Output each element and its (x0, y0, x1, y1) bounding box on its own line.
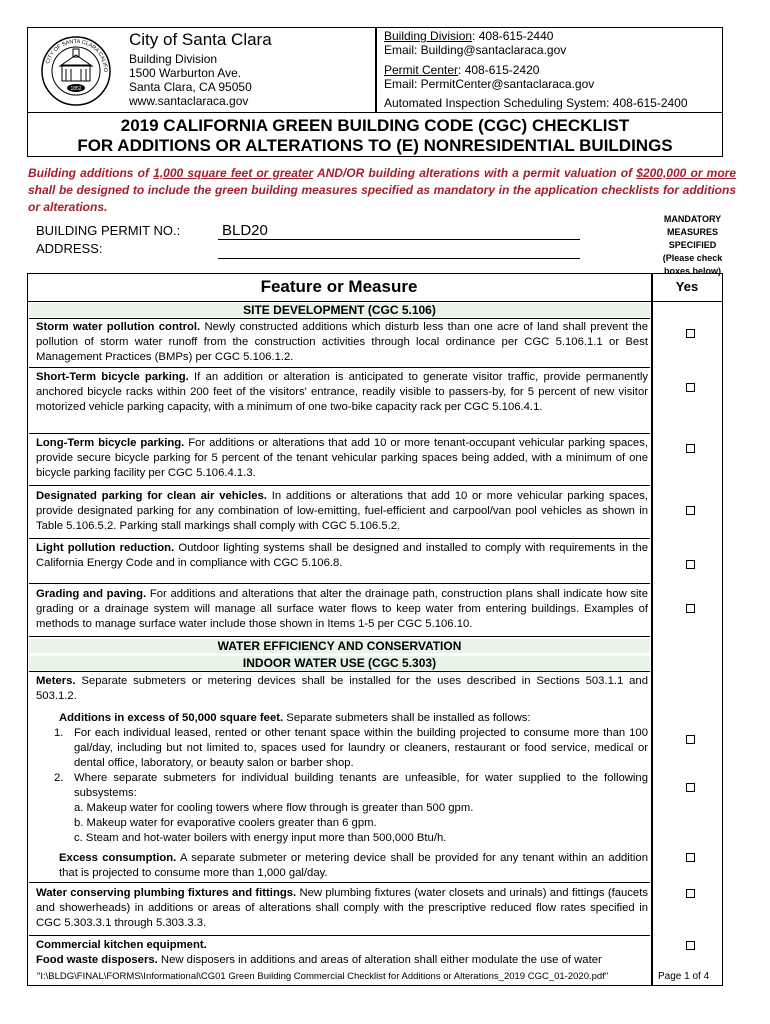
row-text: Outdoor lighting systems shall be designed and installed to comply with requirements in the California Energy Code and in compliance with CGC 5.106.8. (36, 542, 648, 569)
permit-number-field[interactable]: BLD20 (222, 222, 268, 239)
grading-paving-checkbox[interactable] (686, 604, 695, 613)
short-term-bicycle-checkbox[interactable] (686, 383, 695, 392)
row-rule (29, 433, 650, 434)
requirements-notice (28, 165, 736, 216)
row-text: Newly constructed additions which disturb less than one acre of land shall prevent the pollution of storm water runoff from the construction activities through local ordinance per CGC 5.106.1.1 or Best Management Practices (BMPs) per CGC 5.106.1.2. (36, 321, 648, 363)
row-text: Separate submeters shall be installed as follows: (283, 712, 531, 724)
row-title: Storm water pollution control. (36, 321, 201, 333)
row-text: Separate submeters or metering devices shall be installed for the uses described in Sections 503.1.1 and 503.1.2. (36, 675, 648, 702)
permit-number-underline (218, 239, 580, 240)
title-line-2: FOR ADDITIONS OR ALTERATIONS TO (E) NONRESIDENTIAL BUILDINGS (77, 136, 673, 155)
row-title: Short-Term bicycle parking. (36, 371, 189, 383)
inspection-scheduling: Automated Inspection Scheduling System: 408-615-2400 (384, 96, 688, 110)
item-text: For each individual leased, rented or other tenant space within the building projected to consume more than 100 gal/day, including but not limited to, spaces used for laundry or cleaners, restaurant or food service, medical or dental office, laboratory, or beauty salon or barber shop. (74, 727, 648, 769)
permit-center-phone: : 408-615-2420 (458, 63, 540, 77)
additions-excess-heading (59, 711, 648, 726)
page-title (27, 113, 723, 157)
row-title: Long-Term bicycle parking. (36, 437, 185, 449)
building-division-contact (384, 29, 553, 43)
mandatory-line: (Please check (662, 253, 723, 263)
list-item (54, 726, 648, 771)
feature-column-header: Feature or Measure (260, 277, 418, 296)
row-title: Excess consumption. (59, 852, 177, 864)
long-term-bicycle-checkbox[interactable] (686, 444, 695, 453)
division-name: Building Division (129, 52, 218, 66)
notice-text: shall be designed to include the green building measures specified as mandatory in the application checklists for additions or alterations. (28, 183, 736, 214)
light-pollution-checkbox[interactable] (686, 560, 695, 569)
mandatory-measures-note (645, 213, 740, 278)
city-seal-icon (40, 35, 112, 107)
row-text: New plumbing fixtures (water closets and urinals) and fittings (faucets and showerheads) in additions or areas of alterations shall comply with the prescriptive reduced flow rates specified in CGC 5.303.3.1 through 5.303.3.3. (36, 887, 648, 929)
mandatory-line: SPECIFIED (668, 240, 717, 250)
clean-air-parking-row (36, 489, 648, 534)
light-pollution-row (36, 541, 648, 571)
city-state-zip: Santa Clara, CA 95050 (129, 80, 252, 94)
row-title: Meters. (36, 675, 76, 687)
mandatory-line: MEASURES (666, 227, 718, 237)
building-division-phone: : 408-615-2440 (472, 29, 554, 43)
short-term-bicycle-row (36, 370, 648, 415)
row-title: Grading and paving. (36, 588, 147, 600)
file-path-footer: "I:\BLDG\FINAL\FORMS\Informational\CG01 Green Building Commercial Checklist for Additions or Alterations_2019 CGC_01-2020.pdf" (37, 971, 609, 982)
yes-column-divider (651, 273, 653, 986)
permit-center-label: Permit Center (384, 63, 459, 77)
row-title: Designated parking for clean air vehicles. (36, 490, 267, 502)
building-division-email[interactable]: Email: Building@santaclaraca.gov (384, 43, 567, 57)
row-text: For additions and alterations that alter the drainage path, construction plans shall indicate how site grading or a drainage system will manage all surface water flows to keep water from entering buildings. Examples of methods to manage surface water include those shown in Items 1-5 per CGC 5.106.10. (36, 588, 648, 630)
submeter-tenant-checkbox[interactable] (686, 735, 695, 744)
row-title: Light pollution reduction. (36, 542, 175, 554)
sub-item: c. Steam and hot-water boilers with energy input more than 500,000 Btu/h. (74, 832, 447, 844)
row-rule (29, 318, 650, 319)
row-title: Water conserving plumbing fixtures and fittings. (36, 887, 297, 899)
meters-row (36, 674, 648, 704)
address-field[interactable] (218, 258, 580, 259)
submeter-subsystem-checkbox[interactable] (686, 783, 695, 792)
row-text: New disposers in additions and areas of alteration shall either modulate the use of water (157, 954, 602, 966)
street-address: 1500 Warburton Ave. (129, 66, 242, 80)
sub-item: b. Makeup water for evaporative coolers greater than 6 gpm. (74, 817, 377, 829)
building-division-label: Building Division (384, 29, 473, 43)
excess-consumption-checkbox[interactable] (686, 853, 695, 862)
svg-text:CITY OF SANTA CLARA CALIFORNIA: CITY OF SANTA CLARA CALIFO (45, 38, 109, 73)
row-text: In additions or alterations that add 10 or more vehicular parking spaces, provide designated parking for any combination of low-emitting, fuel-efficient and carpool/van pool vehicles as shown in Table 5.106.5.2. Parking stall markings shall comply with CGC 5.106.5.2. (36, 490, 648, 532)
item-text: Where separate submeters for individual building tenants are unfeasible, for water supplied to the following subsystems: (74, 772, 648, 799)
kitchen-equipment-row (36, 938, 648, 968)
row-text: If an addition or alteration is anticipated to generate visitor traffic, provide permanently anchored bicycle racks within 200 feet of the visitors' entrance, readily visible to passers-by, for 5 percent of new visitor motorized vehicle parking capacity, with a minimum of one two-bike capacity rack per CGC 5.106.4.1. (36, 371, 649, 413)
row-rule (29, 882, 650, 883)
mandatory-line: boxes below) (663, 266, 721, 276)
plumbing-fixtures-checkbox[interactable] (686, 889, 695, 898)
row-title: Food waste disposers. (36, 954, 158, 966)
row-rule (29, 485, 650, 486)
notice-text: Building additions of (28, 166, 154, 180)
row-text: For additions or alterations that add 10 or more tenant-occupant vehicular parking spaces, provide secure bicycle parking for 5 percent of the tenant vehicular parking spaces being added, with a minimum of one bicycle parking facility per CGC 5.106.4.1.3. (36, 437, 649, 479)
storm-water-checkbox[interactable] (686, 329, 695, 338)
row-text: A separate submeter or metering device shall be provided for any tenant within an addition that is projected to consume more than 1,000 gal/day. (59, 852, 648, 879)
header-divider (375, 27, 377, 113)
row-title: Commercial kitchen equipment. (36, 939, 207, 951)
section-indoor-water-use: INDOOR WATER USE (CGC 5.303) (29, 656, 650, 670)
permit-center-email[interactable]: Email: PermitCenter@santaclaraca.gov (384, 77, 595, 91)
kitchen-equipment-checkbox[interactable] (686, 941, 695, 950)
notice-text: AND/OR building alterations with a permit valuation of (313, 166, 637, 180)
long-term-bicycle-row (36, 436, 648, 481)
address-label: ADDRESS: (36, 241, 103, 256)
row-rule (29, 671, 650, 672)
plumbing-fixtures-row (36, 886, 648, 931)
list-item (54, 771, 648, 801)
clean-air-parking-checkbox[interactable] (686, 506, 695, 515)
list-number: 1. (54, 727, 64, 739)
title-line-1: 2019 CALIFORNIA GREEN BUILDING CODE (CGC) CHECKLIST (120, 116, 630, 135)
additions-excess-row (54, 711, 648, 846)
mandatory-line: MANDATORY (663, 214, 722, 224)
notice-valuation-threshold: $200,000 or more (636, 166, 737, 180)
notice-area-threshold: 1,000 square feet or greater (153, 166, 314, 180)
row-rule (29, 538, 650, 539)
yes-column-header: Yes (675, 279, 699, 294)
storm-water-row (36, 320, 648, 365)
row-rule (29, 367, 650, 368)
section-site-development: SITE DEVELOPMENT (CGC 5.106) (29, 303, 650, 317)
row-rule (29, 935, 650, 936)
sub-item: a. Makeup water for cooling towers where flow through is greater than 500 gpm. (74, 802, 474, 814)
row-rule (29, 636, 650, 637)
website-link[interactable]: www.santaclaraca.gov (129, 94, 249, 108)
permit-number-label: BUILDING PERMIT NO.: (36, 223, 181, 238)
svg-text:1852: 1852 (70, 86, 82, 92)
page-number: Page 1 of 4 (658, 971, 710, 982)
row-title: Additions in excess of 50,000 square feet. (59, 712, 284, 724)
row-rule (29, 583, 650, 584)
header-rule (27, 301, 723, 302)
list-number: 2. (54, 772, 64, 784)
city-name: City of Santa Clara (129, 30, 272, 49)
excess-consumption-row (59, 851, 648, 881)
permit-center-contact (384, 63, 539, 77)
section-water-efficiency: WATER EFFICIENCY AND CONSERVATION (29, 639, 650, 653)
grading-paving-row (36, 587, 648, 632)
